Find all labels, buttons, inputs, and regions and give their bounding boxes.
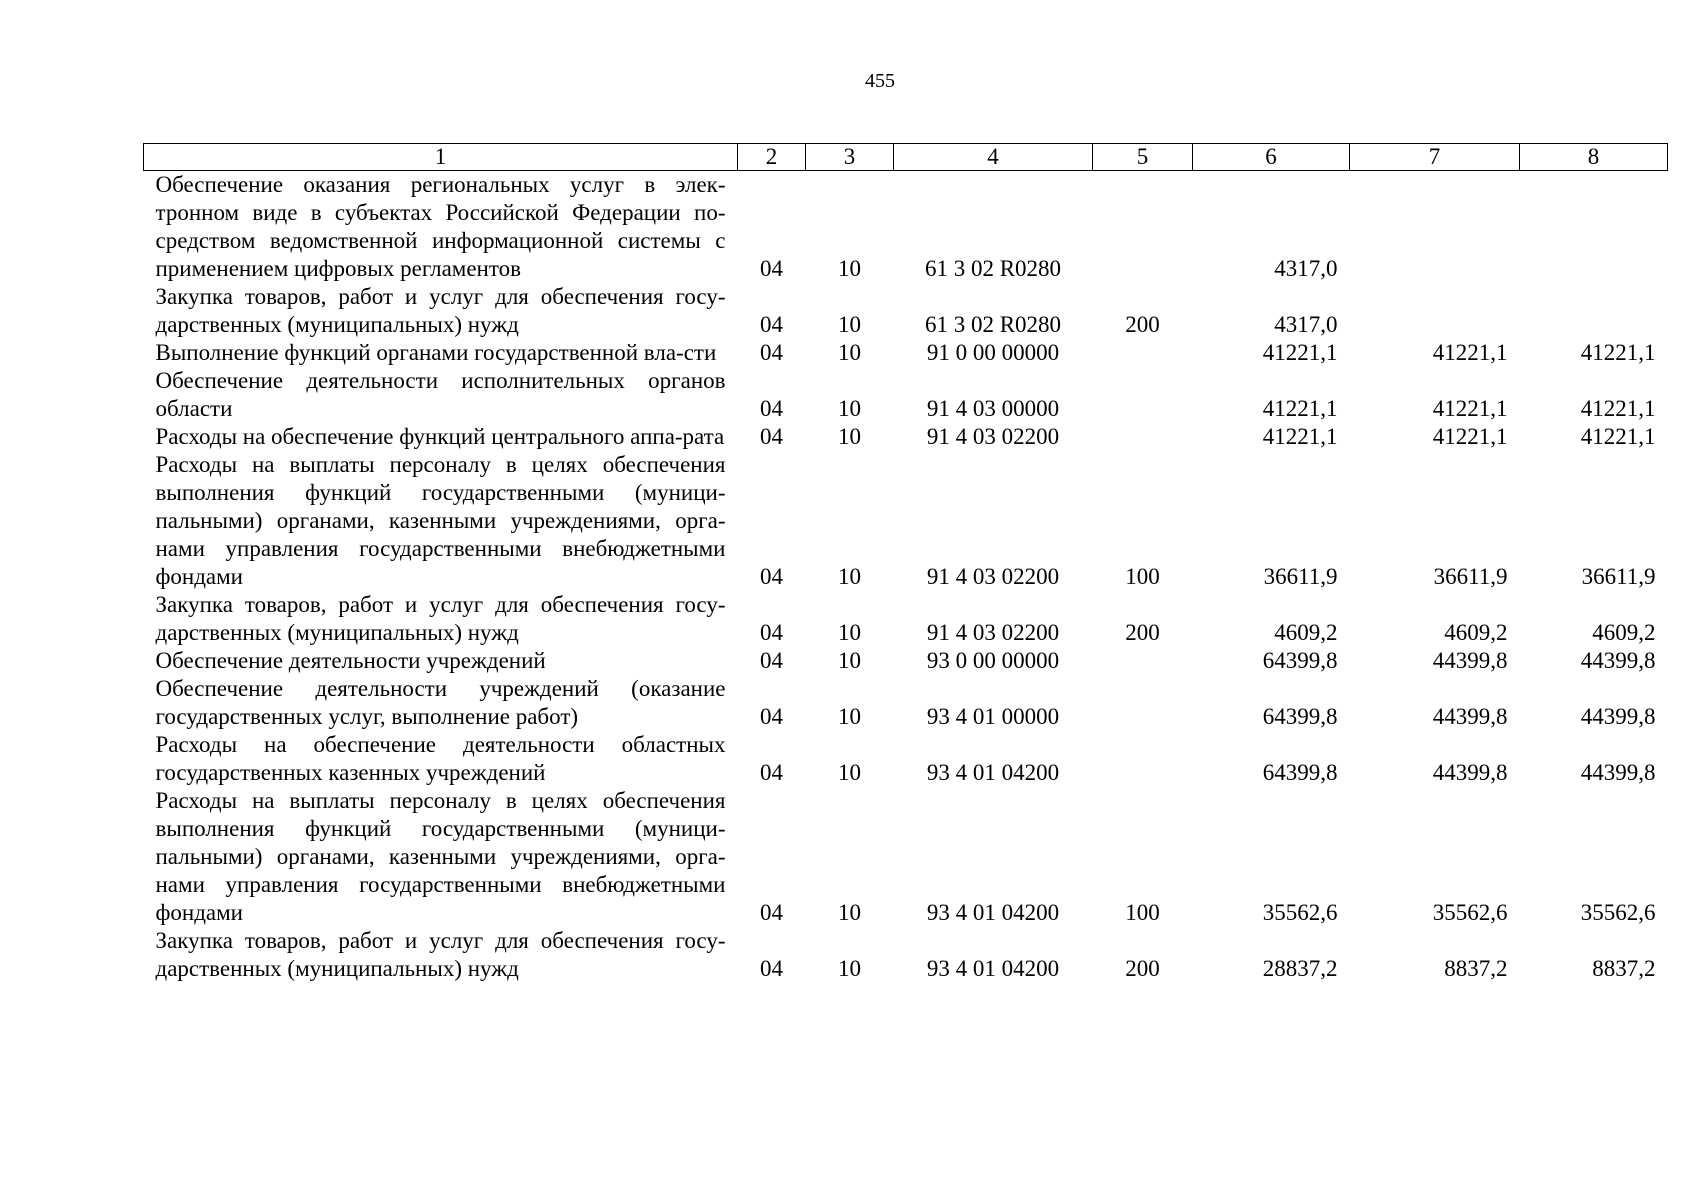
amount-year-1: 64399,8: [1262, 648, 1338, 673]
amount-year-1: 41221,1: [1262, 396, 1338, 421]
table-row: [144, 283, 1668, 339]
table-row: [144, 451, 1668, 591]
amount-year-1: 4317,0: [1274, 256, 1338, 281]
row-name: Закупка товаров, работ и услуг для обеспечения госу-дарственных (муниципальных) нужд: [155, 928, 726, 981]
amount-year-3: 4609,2: [1592, 620, 1656, 645]
expense-type-code: [1093, 171, 1193, 284]
expense-type-code: [1093, 675, 1193, 731]
section-code: 04: [760, 900, 783, 925]
expense-type-code: 200: [1125, 620, 1160, 645]
table-row: [144, 675, 1668, 731]
expense-type-code: 100: [1125, 900, 1160, 925]
amount-year-2: 41221,1: [1432, 396, 1508, 421]
row-name: Обеспечение деятельности учреждений: [155, 648, 546, 673]
section-code: 04: [760, 704, 783, 729]
section-code: 04: [760, 424, 783, 449]
table-row: [144, 367, 1668, 423]
column-number: 7: [1350, 144, 1520, 171]
section-code: 04: [760, 648, 783, 673]
section-code: 04: [760, 956, 783, 981]
expense-type-code: 200: [1125, 312, 1160, 337]
section-code: 04: [760, 564, 783, 589]
amount-year-1: 35562,6: [1262, 900, 1338, 925]
amount-year-1: 36611,9: [1263, 564, 1338, 589]
target-article-code: 93 4 01 04200: [926, 760, 1060, 785]
column-number: 2: [738, 144, 806, 171]
amount-year-1: 4609,2: [1274, 620, 1338, 645]
page-number: 455: [865, 70, 895, 92]
section-code: 04: [760, 760, 783, 785]
table-row: [144, 171, 1668, 284]
column-number-row: [144, 144, 1668, 171]
subsection-code: 10: [838, 620, 861, 645]
table-row: [144, 423, 1668, 451]
amount-year-3: 8837,2: [1592, 956, 1656, 981]
column-number: 6: [1193, 144, 1350, 171]
row-name: Обеспечение оказания региональных услуг в элек-тронном виде в субъектах Российской Федерации по-средством ведомственной информационной системы с применением цифровых регламентов: [155, 172, 726, 281]
amount-year-3: 36611,9: [1581, 564, 1656, 589]
subsection-code: 10: [838, 312, 861, 337]
subsection-code: 10: [838, 648, 861, 673]
row-name: Расходы на выплаты персоналу в целях обеспечения выполнения функций государственными (муници-пальными) органами, казенными учреждениями, орга-нами управления государственными внебюджетными фондами: [155, 788, 726, 925]
table-row: [144, 927, 1668, 983]
expense-type-code: [1093, 339, 1193, 367]
column-number: 8: [1520, 144, 1668, 171]
column-number: 5: [1093, 144, 1193, 171]
subsection-code: 10: [838, 564, 861, 589]
column-number: 4: [894, 144, 1093, 171]
table-row: [144, 647, 1668, 675]
budget-table: [143, 143, 1668, 983]
amount-year-1: 28837,2: [1262, 956, 1338, 981]
subsection-code: 10: [838, 704, 861, 729]
row-name: Расходы на выплаты персоналу в целях обеспечения выполнения функций государственными (муници-пальными) органами, казенными учреждениями, орга-нами управления государственными внебюджетными фондами: [155, 452, 726, 589]
target-article-code: 93 0 00 00000: [926, 648, 1060, 673]
column-number: 1: [144, 144, 738, 171]
amount-year-2: 8837,2: [1444, 956, 1508, 981]
target-article-code: 93 4 01 04200: [926, 956, 1060, 981]
expense-type-code: 200: [1125, 956, 1160, 981]
amount-year-3: 41221,1: [1580, 424, 1656, 449]
row-name: Расходы на обеспечение функций центрального аппа-рата: [155, 424, 725, 449]
amount-year-3: [1520, 171, 1668, 284]
amount-year-1: 64399,8: [1262, 760, 1338, 785]
subsection-code: 10: [838, 396, 861, 421]
expense-type-code: [1093, 367, 1193, 423]
subsection-code: 10: [838, 760, 861, 785]
row-name: Закупка товаров, работ и услуг для обеспечения госу-дарственных (муниципальных) нужд: [155, 284, 726, 337]
section-code: 04: [760, 340, 783, 365]
expense-type-code: [1093, 423, 1193, 451]
column-number: 3: [806, 144, 894, 171]
subsection-code: 10: [838, 424, 861, 449]
expense-type-code: [1093, 647, 1193, 675]
section-code: 04: [760, 256, 783, 281]
amount-year-1: 64399,8: [1262, 704, 1338, 729]
row-name: Выполнение функций органами государственной вла-сти: [155, 340, 717, 365]
amount-year-2: 35562,6: [1432, 900, 1508, 925]
subsection-code: 10: [838, 956, 861, 981]
target-article-code: 93 4 01 00000: [926, 704, 1060, 729]
row-name: Закупка товаров, работ и услуг для обеспечения госу-дарственных (муниципальных) нужд: [155, 592, 726, 645]
amount-year-2: 4609,2: [1444, 620, 1508, 645]
section-code: 04: [760, 620, 783, 645]
amount-year-2: [1350, 283, 1520, 339]
table-row: [144, 731, 1668, 787]
amount-year-1: 4317,0: [1274, 312, 1338, 337]
target-article-code: 61 3 02 R0280: [924, 312, 1062, 337]
amount-year-1: 41221,1: [1262, 424, 1338, 449]
target-article-code: 91 4 03 02200: [926, 564, 1060, 589]
amount-year-2: 36611,9: [1433, 564, 1508, 589]
table-row: [144, 787, 1668, 927]
target-article-code: 93 4 01 04200: [926, 900, 1060, 925]
target-article-code: 61 3 02 R0280: [924, 256, 1062, 281]
amount-year-2: 44399,8: [1432, 760, 1508, 785]
amount-year-3: 44399,8: [1580, 648, 1656, 673]
expense-type-code: 100: [1125, 564, 1160, 589]
target-article-code: 91 4 03 02200: [926, 620, 1060, 645]
amount-year-2: 44399,8: [1432, 704, 1508, 729]
amount-year-3: 35562,6: [1580, 900, 1656, 925]
subsection-code: 10: [838, 340, 861, 365]
target-article-code: 91 4 03 02200: [926, 424, 1060, 449]
amount-year-2: [1350, 171, 1520, 284]
amount-year-2: 41221,1: [1432, 424, 1508, 449]
amount-year-2: 41221,1: [1432, 340, 1508, 365]
row-name: Обеспечение деятельности учреждений (оказание государственных услуг, выполнение работ): [155, 676, 726, 729]
amount-year-2: 44399,8: [1432, 648, 1508, 673]
amount-year-3: 41221,1: [1580, 396, 1656, 421]
amount-year-3: 44399,8: [1580, 760, 1656, 785]
target-article-code: 91 0 00 00000: [926, 340, 1060, 365]
section-code: 04: [760, 396, 783, 421]
amount-year-3: 44399,8: [1580, 704, 1656, 729]
expense-type-code: [1093, 731, 1193, 787]
target-article-code: 91 4 03 00000: [926, 396, 1060, 421]
table-row: [144, 339, 1668, 367]
amount-year-1: 41221,1: [1262, 340, 1338, 365]
row-name: Расходы на обеспечение деятельности областных государственных казенных учреждений: [155, 732, 726, 785]
subsection-code: 10: [838, 900, 861, 925]
subsection-code: 10: [838, 256, 861, 281]
amount-year-3: [1520, 283, 1668, 339]
row-name: Обеспечение деятельности исполнительных органов области: [155, 368, 726, 421]
table-row: [144, 591, 1668, 647]
section-code: 04: [760, 312, 783, 337]
amount-year-3: 41221,1: [1580, 340, 1656, 365]
